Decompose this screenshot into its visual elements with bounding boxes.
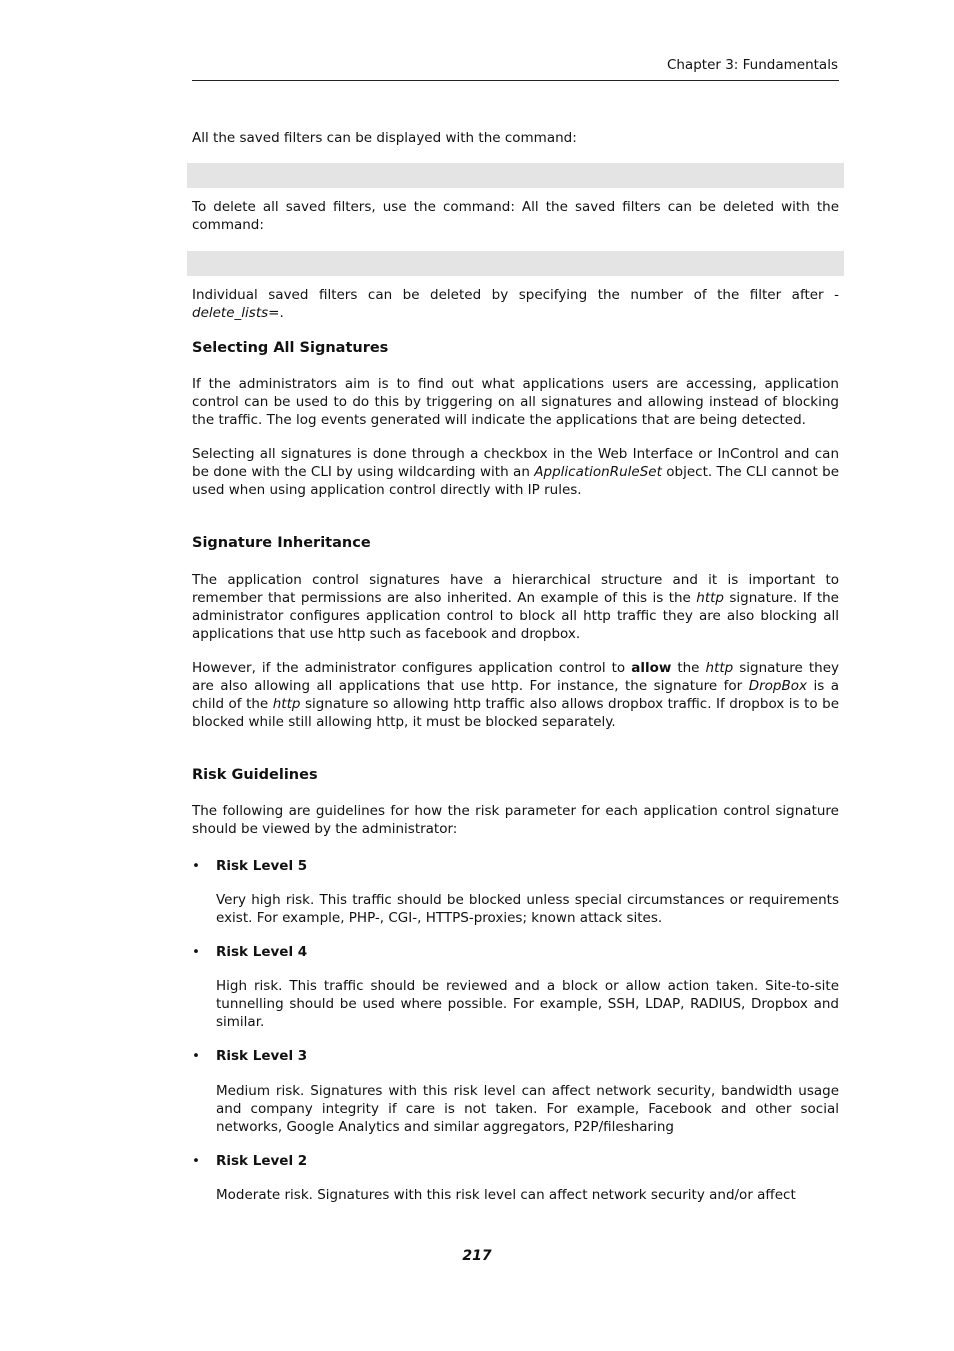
selecting-paragraph-2: Selecting all signatures is done through a checkbox in the Web Interface or InControl and can be done with the CLI by using wildcarding with an ApplicationRuleSet object. The CLI cannot be used when using application control directly with IP rules.	[192, 446, 840, 498]
bullet-icon: •	[192, 944, 200, 960]
inheritance-paragraph-2: However, if the administrator configures application control to allow the http signature they are also allowing all applications that use http. For instance, the signature for DropBox is a child of the http signature so allowing http traffic also allows dropbox traffic. If dropbox is to be blocked while still allowing http, it must be blocked separately.	[192, 660, 840, 730]
list-item-risk-level-5	[192, 857, 839, 875]
risk-level-label: Risk Level 2	[216, 1153, 308, 1169]
command-box-delete	[187, 251, 844, 276]
heading-signature-inheritance: Signature Inheritance	[192, 535, 371, 551]
risk-level-4-description: High risk. This traffic should be reviewed and a block or allow action taken. Site-to-site tunnelling should be used where possible. For example, SSH, LDAP, RADIUS, Dropbox and similar.	[216, 978, 839, 1030]
inheritance-paragraph-1: The application control signatures have a hierarchical structure and it is important to remember that permissions are also inherited. An example of this is the http signature. If the administrator configures application control to block all http traffic they are also blocking all applications that use http such as facebook and dropbox.	[192, 572, 839, 642]
command-box-display	[187, 163, 844, 188]
bullet-icon: •	[192, 1048, 200, 1064]
page-number: 217	[462, 1248, 492, 1264]
risk-level-label: Risk Level 3	[216, 1048, 308, 1064]
heading-selecting-all-signatures: Selecting All Signatures	[192, 340, 389, 356]
risk-level-3-description: Medium risk. Signatures with this risk level can affect network security, bandwidth usage and company integrity if care is not taken. For example, Facebook and other social networks, Google Analytics and similar aggregators, P2P/filesharing	[216, 1083, 839, 1135]
list-item-risk-level-4	[192, 943, 839, 961]
list-item-risk-level-2	[192, 1152, 839, 1170]
risk-level-label: Risk Level 5	[216, 858, 308, 874]
selecting-paragraph-1: If the administrators aim is to find out what applications users are accessing, application control can be used to do this by triggering on all signatures and allowing instead of blocking the traffic. The log events generated will indicate the applications that are being detected.	[192, 376, 839, 428]
individual-filters-text: Individual saved filters can be deleted by specifying the number of the filter after -delete_lists=.	[192, 287, 839, 321]
list-item-risk-level-3	[192, 1047, 839, 1065]
running-header: Chapter 3: Fundamentals	[666, 57, 838, 73]
risk-intro-text: The following are guidelines for how the risk parameter for each application control signature should be viewed by the administrator:	[192, 803, 839, 837]
heading-risk-guidelines: Risk Guidelines	[192, 767, 318, 783]
display-filters-text: All the saved filters can be displayed with the command:	[192, 130, 577, 146]
risk-level-label: Risk Level 4	[216, 944, 308, 960]
header-rule	[192, 80, 839, 81]
risk-level-5-description: Very high risk. This traffic should be blocked unless special circumstances or requirements exist. For example, PHP-, CGI-, HTTPS-proxies; known attack sites.	[216, 892, 839, 926]
bullet-icon: •	[192, 1153, 200, 1169]
risk-level-2-description: Moderate risk. Signatures with this risk level can affect network security and/or affect	[216, 1187, 796, 1203]
bullet-icon: •	[192, 858, 200, 874]
delete-filters-text: To delete all saved filters, use the command: All the saved filters can be deleted with the command:	[192, 199, 839, 233]
